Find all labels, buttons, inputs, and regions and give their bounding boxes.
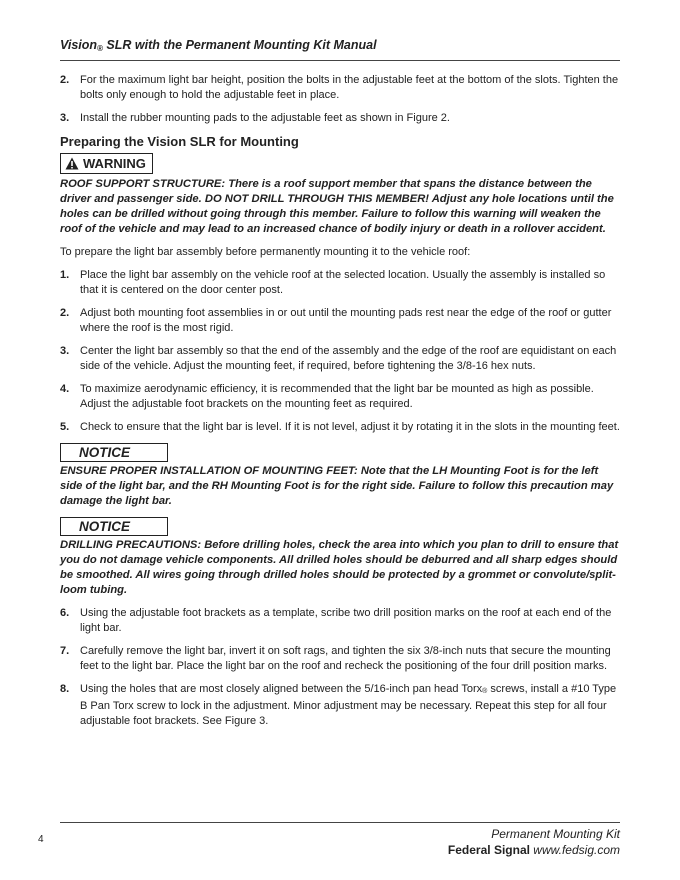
step-number: 2. [60, 307, 70, 319]
step-item [60, 344, 620, 374]
step-number: 4. [60, 383, 70, 395]
step-number: 3. [60, 112, 70, 124]
step-item [60, 111, 620, 126]
page-header [60, 38, 620, 53]
step-text [80, 682, 620, 729]
step-text: Center the light bar assembly so that the end of the assembly and the edge of the roof are equidistant on each side of the vehicle. Adjust the mounting feet, if required, before tightening the 3/8-16 hex nuts. [80, 345, 617, 372]
step-number: 2. [60, 74, 70, 86]
step-text: Place the light bar assembly on the vehicle roof at the selected location. Usually the assembly is installed so that it is centered on the door center post. [80, 269, 606, 296]
notice-text: ENSURE PROPER INSTALLATION OF MOUNTING FEET: Note that the LH Mounting Foot is for the left side of the light bar, and the RH Mounting Foot is for the right side. Failure to follow this precaution may damage the light bar. [60, 465, 614, 507]
step-item [60, 606, 620, 636]
step-text: For the maximum light bar height, position the bolts in the adjustable feet at the bottom of the slots. Tighten the bolts only enough to hold the adjustable feet in place. [80, 74, 619, 101]
step-item [60, 306, 620, 336]
step-item [60, 382, 620, 412]
step-number: 7. [60, 645, 70, 657]
page-number: 4 [38, 834, 44, 845]
step-text: To maximize aerodynamic efficiency, it is recommended that the light bar be mounted as high as possible. Adjust the adjustable foot brackets on the mounting feet as required. [80, 383, 594, 410]
warning-text: ROOF SUPPORT STRUCTURE: There is a roof support member that spans the distance between the driver and passenger side. DO NOT DRILL THROUGH THIS MEMBER! Adjust any hole locations until the holes can be drilled without going through this member. Failure to follow this warning will weaken the roof of the vehicle and may lead to an increased chance of bodily injury or death in a rollover accident. [60, 178, 614, 235]
registered-mark: ® [97, 44, 103, 53]
page-footer [448, 826, 620, 858]
step-item [60, 682, 620, 729]
notice-label: NOTICE [60, 517, 168, 536]
step-number: 5. [60, 421, 70, 433]
step-text: Adjust both mounting foot assemblies in or out until the mounting pads rest near the edge of the roof or gutter where the roof is the most rigid. [80, 307, 612, 334]
step-number: 6. [60, 607, 70, 619]
step-text: Using the adjustable foot brackets as a template, scribe two drill position marks on the roof at each end of the light bar. [80, 607, 612, 634]
step-text: Carefully remove the light bar, invert it on soft rags, and tighten the six 3/8-inch nuts that secure the mounting feet to the light bar. Place the light bar on the roof and recheck the positioning of the four drill position marks. [80, 645, 611, 672]
header-divider [60, 60, 620, 61]
registered-mark: ® [482, 688, 488, 695]
step-item [60, 644, 620, 674]
step-item [60, 73, 620, 103]
step-number: 3. [60, 345, 70, 357]
warning-label: WARNING [83, 156, 146, 171]
header-title-prefix: Vision [60, 38, 98, 52]
step-text-part: Using the holes that are most closely aligned between the 5/16-inch pan head Torx [80, 683, 483, 695]
section-title: Preparing the Vision SLR for Mounting [60, 134, 299, 149]
footer-brand: Federal Signal [447, 843, 530, 857]
footer-divider [60, 822, 620, 823]
warning-label-box [60, 153, 153, 174]
step-text: Install the rubber mounting pads to the adjustable feet as shown in Figure 2. [80, 112, 450, 124]
intro-paragraph: To prepare the light bar assembly before permanently mounting it to the vehicle roof: [60, 246, 471, 258]
step-number: 1. [60, 269, 70, 281]
page-content [60, 73, 620, 737]
notice-text: DRILLING PRECAUTIONS: Before drilling holes, check the area into which you plan to drill to ensure that you do not damage vehicle components. All drilled holes should be deburred and all sharp edges should be smoothed. All wires going through drilled holes should be protected by a grommet or convolute/split-loom tubing. [60, 539, 619, 596]
footer-url: www.fedsig.com [533, 843, 620, 857]
warning-triangle-icon [65, 157, 79, 170]
header-title-suffix: SLR with the Permanent Mounting Kit Manual [102, 38, 377, 52]
step-item [60, 420, 620, 435]
step-item [60, 268, 620, 298]
step-number: 8. [60, 683, 70, 695]
step-text-part: screws, install a #10 Type B Pan Torx screw to lock in the adjustment. Minor adjustment may be necessary. Repeat this step for all four adjustable foot brackets. See Figure 3. [80, 683, 617, 727]
notice-label: NOTICE [60, 443, 168, 462]
step-text: Check to ensure that the light bar is level. If it is not level, adjust it by rotating it in the slots in the mounting feet. [80, 421, 620, 433]
footer-manual-name: Permanent Mounting Kit [491, 827, 620, 841]
